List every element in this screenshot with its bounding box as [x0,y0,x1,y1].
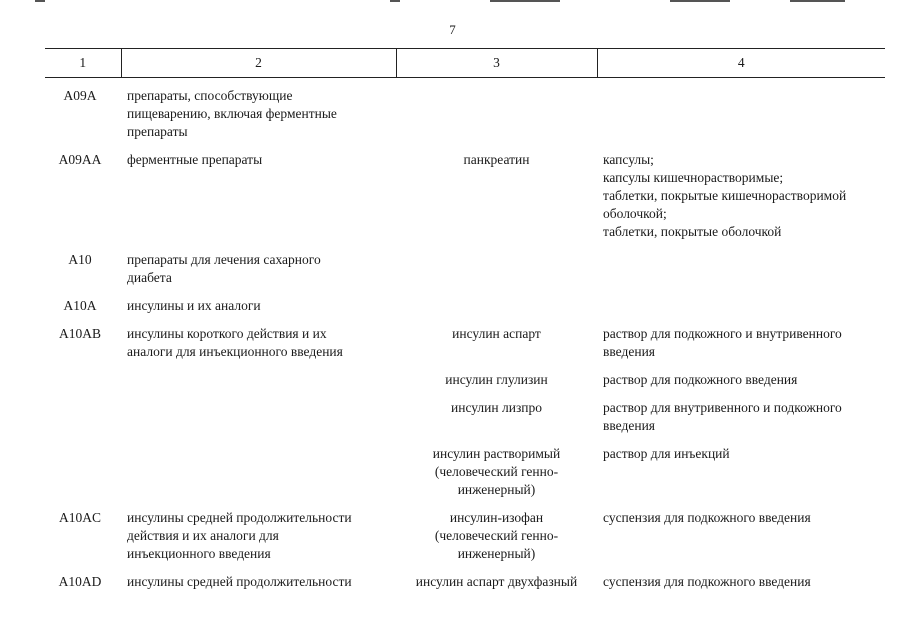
group-name-line: ферментные препараты [127,152,263,167]
table-row [45,445,885,509]
dosage-form-cell [597,251,885,297]
group-name-cell [121,573,396,601]
drug-name-cell [396,509,597,573]
top-rule [790,0,845,2]
atc-code-cell [45,371,121,399]
atc-code-cell [45,445,121,509]
group-name-cell [121,151,396,251]
column-header-3: 3 [396,49,597,78]
drug-name-line: инсулин растворимый [432,446,561,461]
dosage-form-line: введения [603,344,656,359]
drug-name-cell [396,251,597,297]
group-name-cell [121,297,396,325]
column-header-4: 4 [597,49,885,78]
drug-name-cell [396,325,597,371]
top-rule [490,0,560,2]
table-row [45,399,885,445]
drug-name-line: инженерный) [457,546,536,561]
table-row [45,78,885,152]
dosage-form-line: капсулы; [603,152,654,167]
dosage-form-line: капсулы кишечнорастворимые; [603,170,784,185]
dosage-form-line: введения [603,418,656,433]
drug-name-cell [396,297,597,325]
dosage-form-line: раствор для подкожного и внутривенного [603,326,842,341]
drug-name-cell [396,445,597,509]
dosage-form-line: оболочкой; [603,206,667,221]
group-name-cell [121,399,396,445]
medicines-table [45,48,885,601]
drug-name-line: инсулин лизпро [451,400,542,415]
group-name-line: инсулины средней продолжительности [127,510,352,525]
group-name-line: инсулины и их аналоги [127,298,261,313]
drug-name-cell [396,151,597,251]
group-name-cell [121,445,396,509]
group-name-cell [121,251,396,297]
drug-name-line: инсулин-изофан [449,510,544,525]
group-name-line: пищеварению, включая ферментные [127,106,337,121]
group-name-line: препараты [127,124,188,139]
atc-code-cell: A10A [63,298,97,313]
drug-name-line: панкреатин [463,152,530,167]
drug-name-line: инсулин аспарт [452,326,541,341]
group-name-line: препараты, способствующие [127,88,293,103]
dosage-form-cell [597,573,885,601]
dosage-form-cell [597,78,885,152]
dosage-form-line: суспензия для подкожного введения [603,510,811,525]
drug-name-cell [396,399,597,445]
table-header-row [45,49,885,78]
top-rule [390,0,400,2]
drug-name-cell [396,573,597,601]
drug-name-line: инсулин глулизин [445,372,548,387]
atc-code-cell: A10 [68,252,92,267]
atc-code-cell: A09AA [58,152,102,167]
table-row [45,371,885,399]
page-number: 7 [449,22,456,37]
atc-code-cell: A09A [63,88,97,103]
dosage-form-line: таблетки, покрытые оболочкой [603,224,782,239]
dosage-form-cell [597,325,885,371]
table-row [45,325,885,371]
group-name-line: диабета [127,270,172,285]
dosage-form-cell [597,371,885,399]
dosage-form-cell [597,151,885,251]
table-row [45,151,885,251]
drug-name-line: (человеческий генно- [434,528,559,543]
table-row [45,251,885,297]
top-rule [670,0,730,2]
group-name-line: инъекционного введения [127,546,271,561]
group-name-cell [121,325,396,371]
drug-name-line: инженерный) [457,482,536,497]
dosage-form-line: раствор для внутривенного и подкожного [603,400,842,415]
dosage-form-line: раствор для инъекций [603,446,730,461]
table-row [45,297,885,325]
atc-code-cell [45,399,121,445]
group-name-line: аналоги для инъекционного введения [127,344,343,359]
group-name-cell [121,509,396,573]
group-name-cell [121,78,396,152]
top-rule [35,0,45,2]
dosage-form-line: таблетки, покрытые кишечнорастворимой [603,188,847,203]
dosage-form-line: суспензия для подкожного введения [603,574,811,589]
column-header-2: 2 [121,49,396,78]
group-name-line: действия и их аналоги для [127,528,279,543]
group-name-line: инсулины короткого действия и их [127,326,327,341]
dosage-form-cell [597,445,885,509]
group-name-line: инсулины средней продолжительности [127,574,352,589]
atc-code-cell: A10AB [58,326,101,341]
dosage-form-cell [597,297,885,325]
column-header-1: 1 [45,49,121,78]
atc-code-cell: A10AD [58,574,102,589]
drug-name-line: инсулин аспарт двухфазный [415,574,578,589]
dosage-form-line: раствор для подкожного введения [603,372,798,387]
table-row [45,573,885,601]
atc-code-cell: A10AC [58,510,101,525]
group-name-line: препараты для лечения сахарного [127,252,321,267]
table-row [45,509,885,573]
dosage-form-cell [597,509,885,573]
drug-name-line: (человеческий генно- [434,464,559,479]
drug-name-cell [396,78,597,152]
table-body [45,78,885,602]
dosage-form-cell [597,399,885,445]
drug-name-cell [396,371,597,399]
group-name-cell [121,371,396,399]
